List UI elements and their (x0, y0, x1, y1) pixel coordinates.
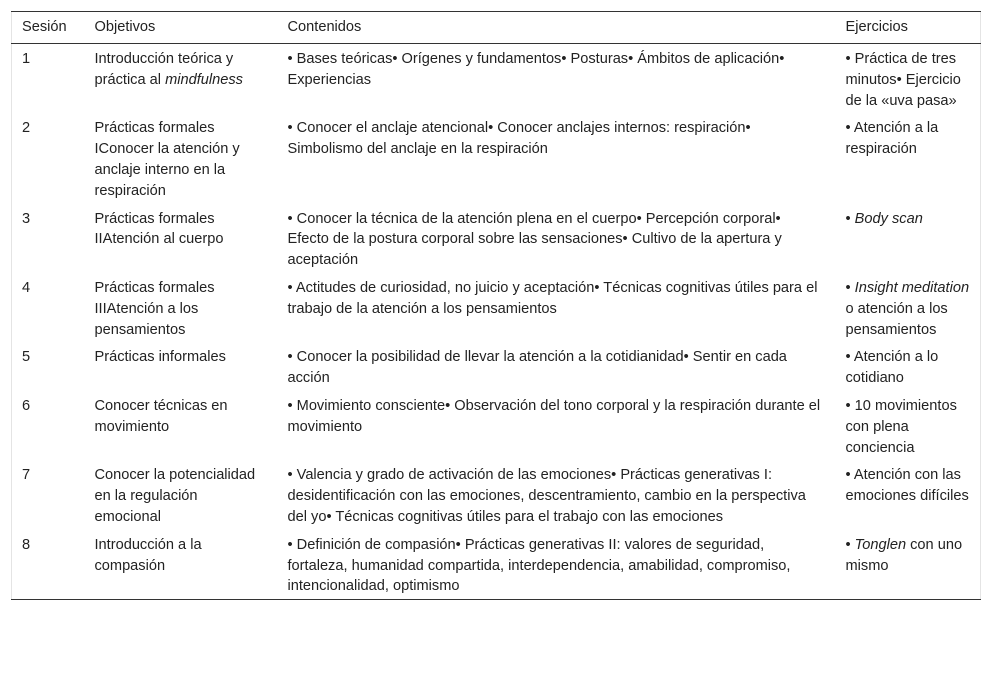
text-run: Prácticas informales (94, 349, 226, 366)
exercises-cell (836, 391, 981, 460)
text-run: • Atención a la respiración (845, 120, 939, 158)
italic-term: Tonglen (854, 536, 907, 553)
objective-cell (85, 273, 278, 342)
header-objectives: Objetivos (94, 19, 156, 35)
table-row (12, 391, 981, 460)
text-run: Prácticas formales IIAtención al cuerpo (94, 210, 224, 248)
text-run: • (845, 210, 855, 227)
table-row (12, 530, 981, 600)
text-run: • (845, 279, 855, 296)
italic-term: Insight meditation (854, 279, 970, 296)
text-run: Conocer técnicas en movimiento (94, 397, 228, 435)
text-run: • Atención con las emociones difíciles (845, 467, 969, 505)
text-run: • Atención a lo cotidiano (845, 349, 939, 387)
header-session: Sesión (22, 19, 67, 35)
session-cell: 5 (22, 349, 31, 366)
italic-term: mindfulness (165, 71, 243, 88)
session-cell: 7 (22, 467, 31, 484)
table-row (12, 204, 981, 273)
text-run: con uno mismo (845, 536, 963, 574)
exercises-cell (836, 342, 981, 391)
text-run: • (845, 536, 855, 553)
objective-cell (85, 460, 278, 529)
session-cell: 2 (22, 120, 31, 137)
contents-cell: • Conocer el anclaje atencional• Conocer anclajes internos: respiración• Simbolismo del anclaje en la respiración (287, 120, 751, 158)
contents-cell: • Bases teóricas• Orígenes y fundamentos• Posturas• Ámbitos de aplicación• Experiencias (287, 51, 785, 88)
contents-cell: • Actitudes de curiosidad, no juicio y aceptación• Técnicas cognitivas útiles para el trabajo de la atención a los pensamientos (287, 279, 818, 317)
text-run: Prácticas formales IConocer la atención y anclaje interno en la respiración (94, 120, 240, 199)
table-row (12, 44, 981, 114)
text-run: o atención a los pensamientos (845, 300, 948, 338)
session-cell: 8 (22, 536, 31, 553)
objective-cell (85, 530, 278, 600)
exercises-cell (836, 273, 981, 342)
table-row (12, 460, 981, 529)
objective-cell (85, 342, 278, 391)
header-contents: Contenidos (287, 19, 362, 35)
objective-cell (85, 391, 278, 460)
contents-cell: • Conocer la técnica de la atención plena en el cuerpo• Percepción corporal• Efecto de la postura corporal sobre las sensaciones• Cultivo de la apertura y aceptación (287, 210, 782, 269)
text-run: • Práctica de tres minutos• Ejercicio de la «uva pasa» (845, 51, 961, 109)
text-run: Prácticas formales IIIAtención a los pensamientos (94, 279, 215, 338)
exercises-cell (836, 530, 981, 600)
objective-cell (85, 204, 278, 273)
text-run: • 10 movimientos con plena conciencia (845, 397, 957, 456)
italic-term: Body scan (854, 210, 923, 227)
exercises-cell (836, 204, 981, 273)
table-row (12, 273, 981, 342)
session-cell: 4 (22, 279, 31, 296)
text-run: Introducción teórica y práctica al (94, 51, 234, 88)
text-run: Conocer la potencialidad en la regulación emocional (94, 467, 256, 525)
objective-cell (85, 44, 278, 114)
exercises-cell (836, 44, 981, 114)
table-row (12, 342, 981, 391)
contents-cell: • Conocer la posibilidad de llevar la atención a la cotidianidad• Sentir en cada acción (287, 349, 787, 387)
session-cell: 1 (22, 51, 31, 67)
session-cell: 6 (22, 397, 31, 414)
contents-cell: • Valencia y grado de activación de las emociones• Prácticas generativas I: desidentificación con las emociones, descentramiento, cambio en la perspectiva del yo• Técnicas cognitivas útiles para el trabajo con las emociones (287, 467, 806, 525)
table-row (12, 113, 981, 203)
contents-cell: • Definición de compasión• Prácticas generativas II: valores de seguridad, fortaleza, humanidad compartida, interdependencia, amabilidad, compromiso, intencionalidad, optimismo (287, 536, 791, 595)
session-cell: 3 (22, 210, 31, 227)
sessions-table (11, 11, 981, 600)
exercises-cell (836, 460, 981, 529)
objective-cell (85, 113, 278, 203)
exercises-cell (836, 113, 981, 203)
header-exercises: Ejercicios (845, 19, 908, 35)
text-run: Introducción a la compasión (94, 536, 202, 574)
contents-cell: • Movimiento consciente• Observación del tono corporal y la respiración durante el movimiento (287, 397, 821, 435)
header-row (12, 12, 981, 44)
